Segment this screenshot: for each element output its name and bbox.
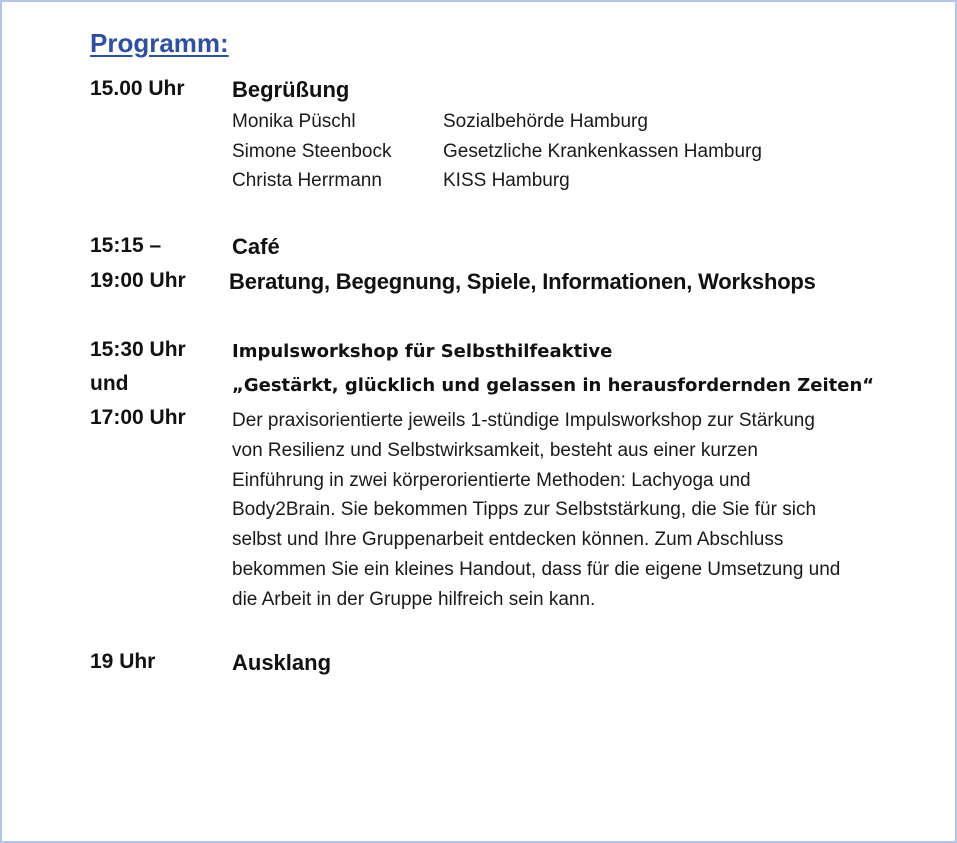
person-name: Christa Herrmann [232,170,382,191]
description-line: selbst und Ihre Gruppenarbeit entdecken können. Zum Abschluss [232,529,784,551]
person-org: KISS Hamburg [443,170,570,191]
heading-cafe: Café [232,234,280,259]
description-line: Der praxisorientierte jeweils 1-stündige Impulsworkshop zur Stärkung [232,410,815,431]
person-org: Gesetzliche Krankenkassen Hamburg [443,141,762,162]
heading-ausklang: Ausklang [232,650,332,675]
heading-begruessung: Begrüßung [232,77,350,102]
person-name: Simone Steenbock [232,141,392,162]
person-org: Sozialbehörde Hamburg [443,111,648,132]
time-1700: 17:00 Uhr [90,406,186,429]
page-title: Programm: [90,28,229,58]
person-name: Monika Püschl [232,111,356,132]
subheading-cafe: Beratung, Begegnung, Spiele, Informationen, Workshops [229,269,816,294]
time-1515: 15:15 – [90,234,162,257]
time-1900: 19:00 Uhr [90,269,186,292]
description-line: die Arbeit in der Gruppe hilfreich sein kann. [232,588,596,610]
heading-impulsworkshop: Impulsworkshop für Selbsthilfeaktive [232,341,613,362]
subheading-impulsworkshop: „Gestärkt, glücklich und gelassen in herausfordernden Zeiten“ [232,375,875,396]
time-1530: 15:30 Uhr [90,338,186,361]
workshop-description [232,406,944,615]
description-line: Body2Brain. Sie bekommen Tipps zur Selbststärkung, die Sie für sich [232,499,817,521]
time-1900-end: 19 Uhr [90,650,156,673]
description-line: Einführung in zwei körperorientierte Methoden: Lachyoga und [232,469,751,491]
time-und: und [90,372,129,395]
description-line: bekommen Sie ein kleines Handout, dass für die eigene Umsetzung und [232,558,841,580]
description-line: von Resilienz und Selbstwirksamkeit, besteht aus einer kurzen [232,439,758,461]
time-1500: 15.00 Uhr [90,77,185,100]
